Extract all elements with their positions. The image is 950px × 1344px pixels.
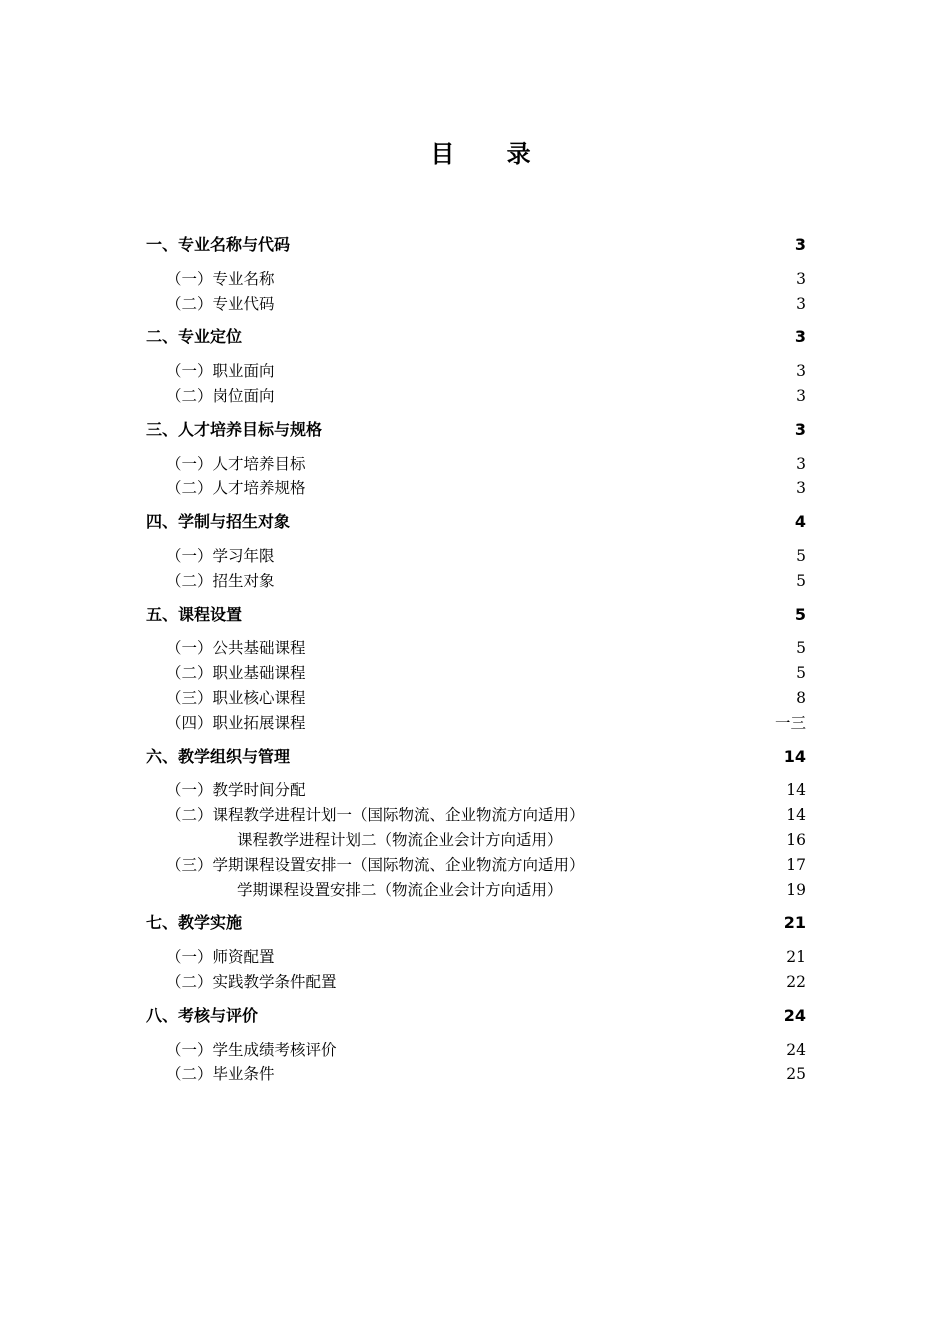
toc-entry-label: （二）专业代码 — [166, 294, 275, 313]
toc-section-entry[interactable] — [146, 384, 806, 409]
toc-entry-label: （一）学习年限 — [166, 546, 275, 565]
toc-section-entry[interactable] — [146, 711, 806, 736]
table-of-contents — [146, 233, 806, 1087]
toc-section-entry[interactable] — [146, 828, 806, 853]
toc-section-entry[interactable] — [146, 292, 806, 317]
toc-page-number: 22 — [786, 972, 806, 991]
toc-entry-label: （三）职业核心课程 — [166, 688, 306, 707]
toc-entry-label: （一）人才培养目标 — [166, 454, 306, 473]
toc-section-entry[interactable] — [146, 267, 806, 292]
toc-section-entry[interactable] — [146, 476, 806, 501]
toc-page-number: 5 — [796, 664, 806, 683]
toc-section-entry[interactable] — [146, 970, 806, 995]
toc-entry-label: 二、专业定位 — [146, 327, 243, 347]
toc-entry-label: 一、专业名称与代码 — [146, 235, 291, 254]
toc-section-entry[interactable] — [146, 945, 806, 970]
toc-entry-label: 六、教学组织与管理 — [146, 746, 291, 766]
toc-section-entry[interactable] — [146, 636, 806, 661]
toc-entry-label: 七、教学实施 — [146, 913, 243, 933]
toc-entry-label: （二）职业基础课程 — [166, 664, 306, 683]
toc-entry-label: （二）招生对象 — [166, 571, 275, 590]
toc-page-number: 5 — [796, 546, 806, 565]
toc-page-number: 17 — [786, 855, 806, 874]
toc-entry-label: （三）学期课程设置安排一（国际物流、企业物流方向适用） — [166, 855, 585, 874]
toc-entry-label: （一）专业名称 — [166, 269, 275, 288]
toc-title: 目 录 — [430, 140, 553, 168]
toc-page-number: 3 — [796, 479, 806, 498]
toc-page-number: 24 — [783, 1005, 806, 1025]
toc-entry-label: （一）教学时间分配 — [166, 781, 306, 800]
toc-page-number: 5 — [796, 639, 806, 658]
toc-entry-label: （一）师资配置 — [166, 948, 275, 967]
toc-entry-label: 八、考核与评价 — [146, 1005, 259, 1025]
toc-page-number: 3 — [796, 386, 806, 405]
toc-page-number: 3 — [796, 269, 806, 288]
toc-page-number: 14 — [786, 806, 806, 825]
toc-page-number: 4 — [794, 512, 806, 532]
toc-page-number: 5 — [796, 571, 806, 590]
toc-chapter-entry[interactable] — [146, 510, 806, 535]
toc-page-number: 25 — [786, 1065, 806, 1084]
toc-section-entry[interactable] — [146, 661, 806, 686]
toc-page-number: 3 — [796, 294, 806, 313]
toc-section-entry[interactable] — [146, 359, 806, 384]
toc-entry-label: （四）职业拓展课程 — [166, 713, 306, 732]
toc-page-number: 16 — [786, 830, 806, 849]
toc-entry-label: 学期课程设置安排二（物流企业会计方向适用） — [237, 880, 563, 899]
toc-entry-label: 四、学制与招生对象 — [146, 512, 291, 532]
toc-chapter-entry[interactable] — [146, 1004, 806, 1029]
toc-entry-label: （一）职业面向 — [166, 362, 275, 381]
toc-page-number: 8 — [796, 688, 806, 707]
toc-page-number: 3 — [794, 235, 806, 254]
toc-entry-label: 三、人才培养目标与规格 — [146, 419, 323, 439]
toc-chapter-entry[interactable] — [146, 911, 806, 936]
toc-section-entry[interactable] — [146, 569, 806, 594]
toc-chapter-entry[interactable] — [146, 233, 806, 258]
toc-section-entry[interactable] — [146, 1062, 806, 1087]
toc-section-entry[interactable] — [146, 878, 806, 903]
toc-page-number: 19 — [786, 880, 806, 899]
toc-page-number: 21 — [783, 913, 806, 933]
toc-page-number: 14 — [786, 781, 806, 800]
toc-section-entry[interactable] — [146, 544, 806, 569]
toc-section-entry[interactable] — [146, 853, 806, 878]
toc-entry-label: （二）课程教学进程计划一（国际物流、企业物流方向适用） — [166, 806, 585, 825]
toc-section-entry[interactable] — [146, 686, 806, 711]
toc-page-number: 5 — [794, 604, 806, 624]
toc-entry-label: （二）毕业条件 — [166, 1065, 275, 1084]
toc-section-entry[interactable] — [146, 803, 806, 828]
toc-entry-label: （二）实践教学条件配置 — [166, 972, 337, 991]
toc-page-number: 3 — [796, 454, 806, 473]
toc-page-number: 14 — [783, 746, 806, 766]
toc-entry-label: （一）学生成绩考核评价 — [166, 1040, 337, 1059]
toc-page-number: 24 — [786, 1040, 806, 1059]
toc-entry-label: 课程教学进程计划二（物流企业会计方向适用） — [237, 830, 563, 849]
toc-chapter-entry[interactable] — [146, 325, 806, 350]
toc-entry-label: （二）岗位面向 — [166, 386, 275, 405]
toc-section-entry[interactable] — [146, 452, 806, 477]
toc-section-entry[interactable] — [146, 1038, 806, 1063]
toc-section-entry[interactable] — [146, 778, 806, 803]
toc-page-number: 3 — [794, 327, 806, 347]
toc-page-number: 21 — [786, 948, 806, 967]
toc-page-number: 3 — [796, 362, 806, 381]
toc-page-number: 3 — [794, 419, 806, 439]
toc-entry-label: （二）人才培养规格 — [166, 479, 306, 498]
toc-entry-label: 五、课程设置 — [146, 604, 243, 624]
toc-chapter-entry[interactable] — [146, 745, 806, 770]
toc-chapter-entry[interactable] — [146, 418, 806, 443]
toc-chapter-entry[interactable] — [146, 603, 806, 628]
toc-page-number: 一三 — [774, 713, 806, 732]
toc-entry-label: （一）公共基础课程 — [166, 639, 306, 658]
